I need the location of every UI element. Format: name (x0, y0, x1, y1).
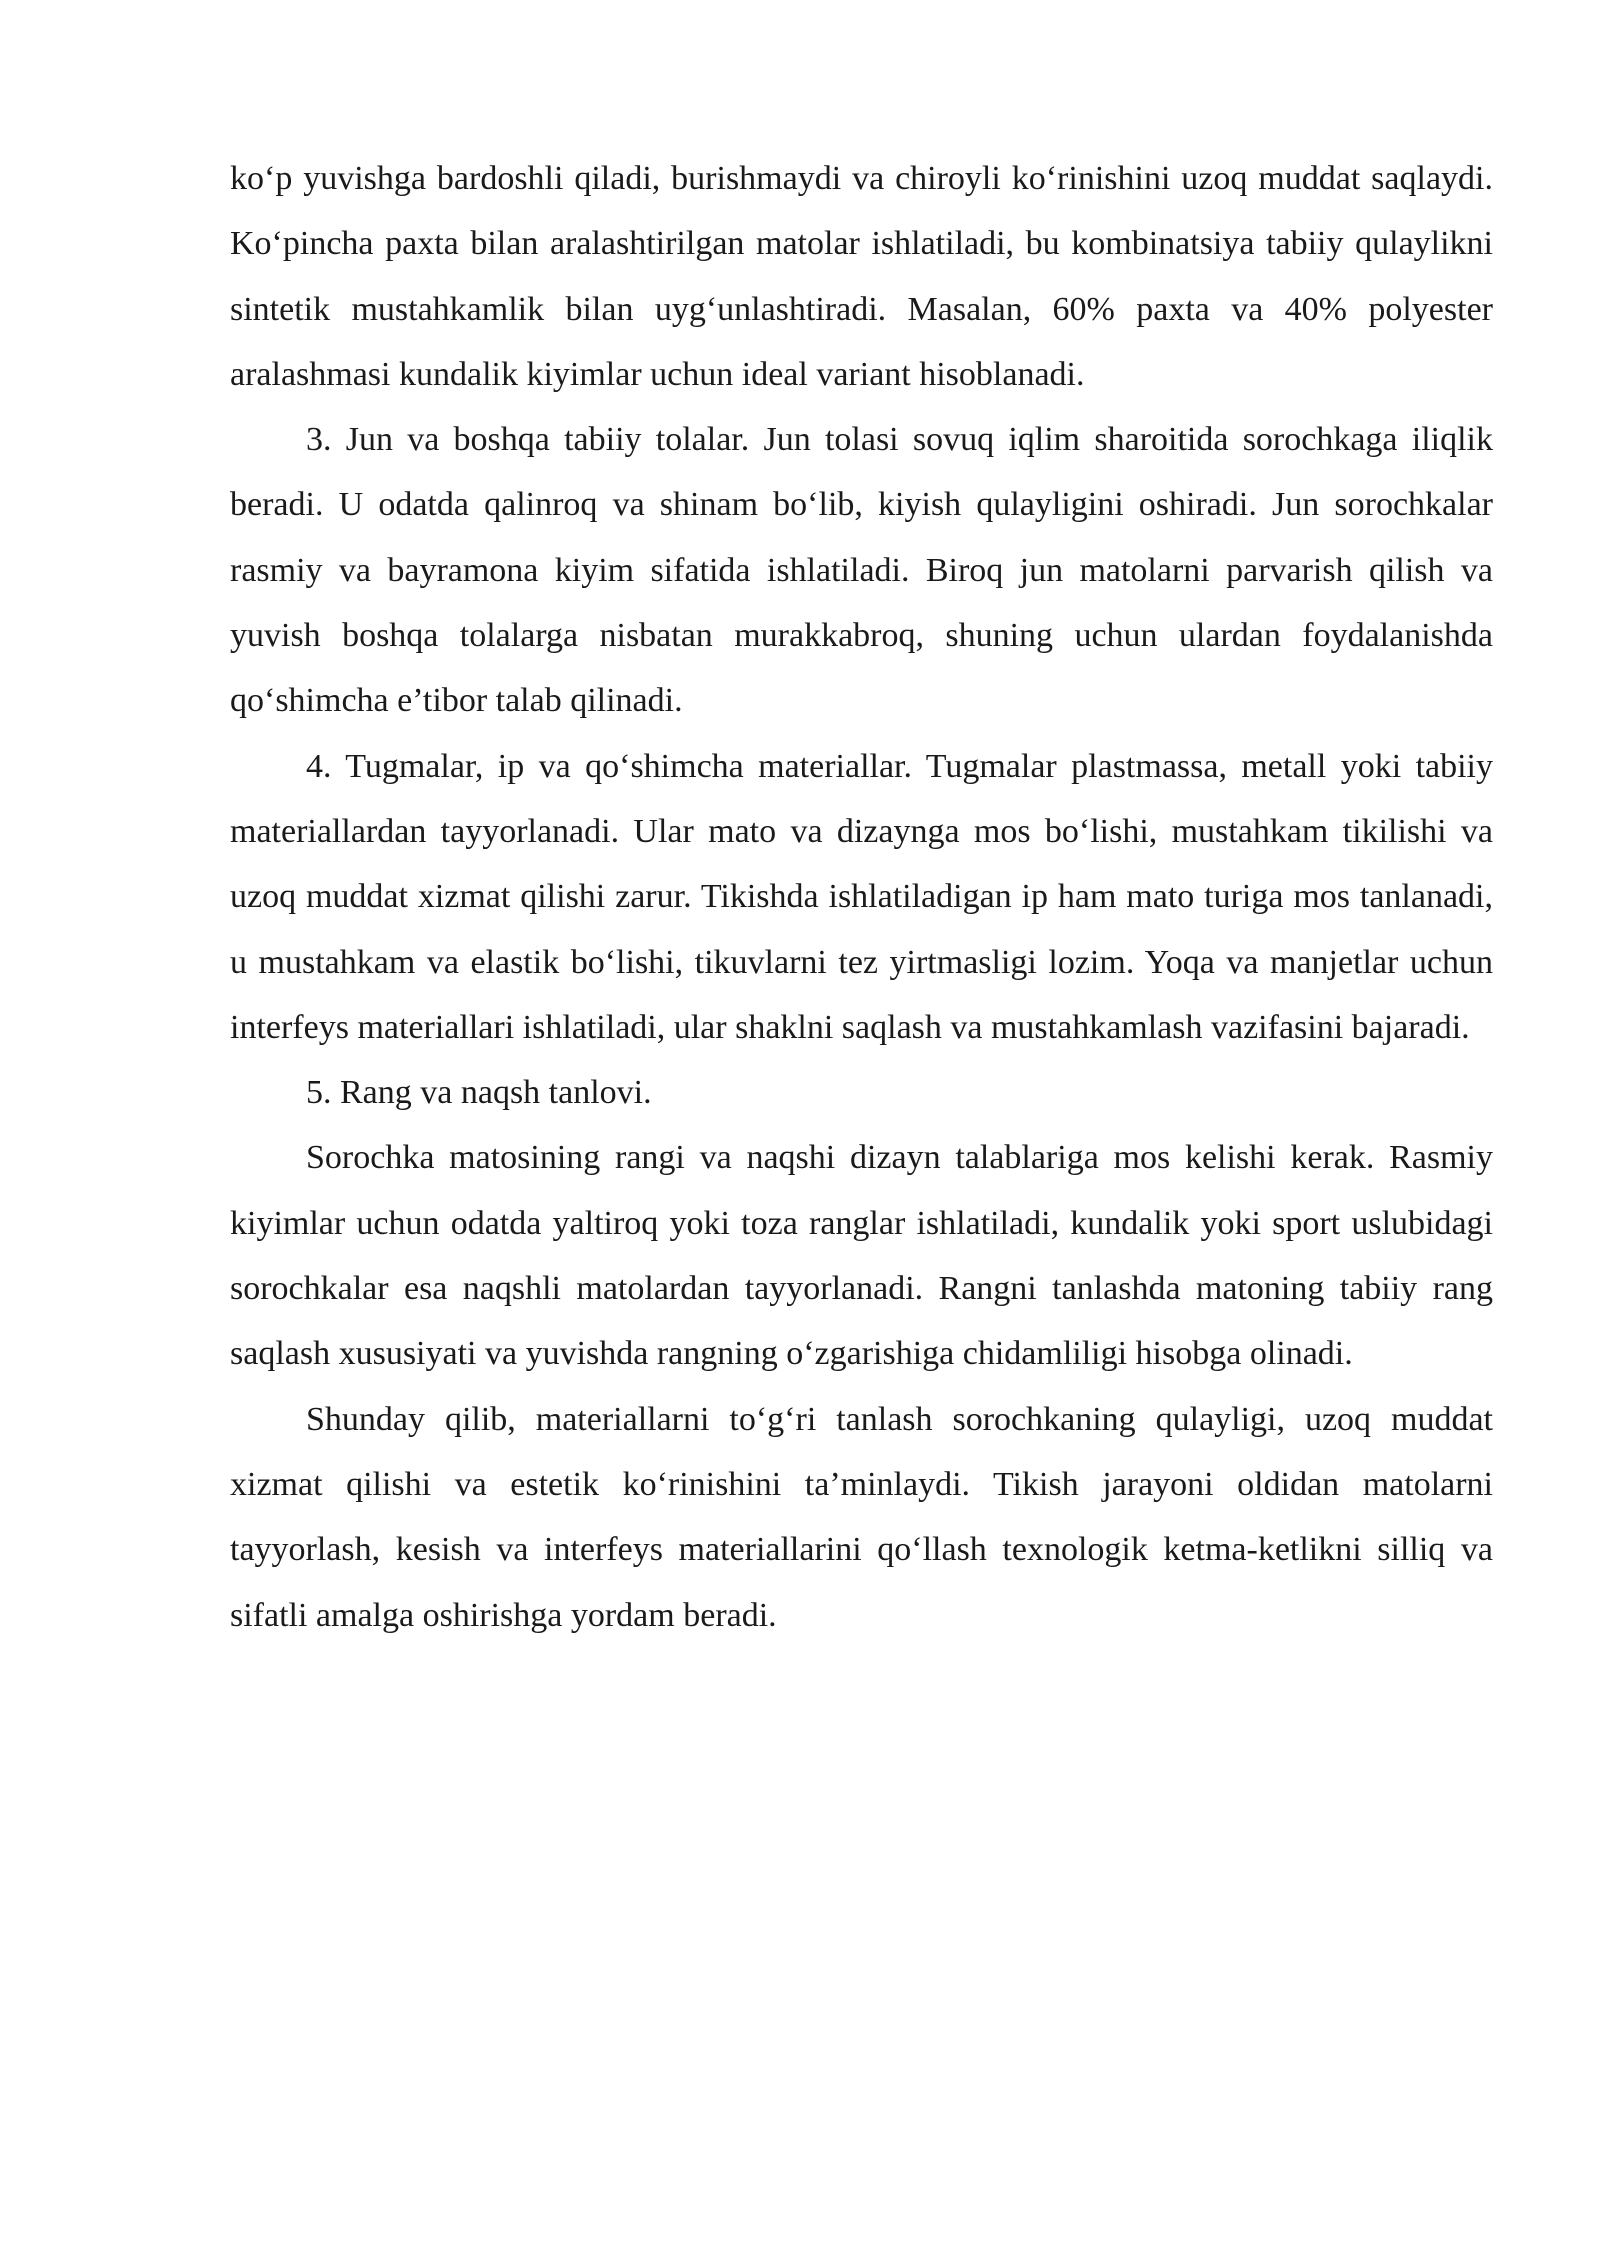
paragraph-conclusion: Shunday qilib, materiallarni to‘g‘ri tanlash sorochkaning qulayligi, uzoq muddat xizmat qilishi va estetik ko‘rinishini ta’minlaydi. Tikish jarayoni oldidan matolarni tayyorlash, kesish va interfeys materiallarini qo‘llash texnologik ketma-ketlikni silliq va sifatli amalga oshirishga yordam beradi. (230, 1400, 1493, 1634)
heading-color-pattern: 5. Rang va naqsh tanlovi. (306, 1074, 652, 1112)
paragraph-buttons-thread: 4. Tugmalar, ip va qo‘shimcha materiallar. Tugmalar plastmassa, metall yoki tabiiy materiallardan tayyorlanadi. Ular mato va dizaynga mos bo‘lishi, mustahkam tikilishi va uzoq muddat xizmat qilishi zarur. Tikishda ishlatiladigan ip ham mato turiga mos tanlanadi, u mustahkam va elastik bo‘lishi, tikuvlarni tez yirtmasligi lozim. Yoqa va manjetlar uchun interfeys materiallari ishlatiladi, ular shaklni saqlash va mustahkamlash vazifasini bajaradi. (230, 747, 1493, 1046)
paragraph-color-pattern: Sorochka matosining rangi va naqshi dizayn talablariga mos kelishi kerak. Rasmiy kiyimlar uchun odatda yaltiroq yoki toza ranglar ishlatiladi, kundalik yoki sport uslubidagi sorochkalar esa naqshli matolardan tayyorlanadi. Rangni tanlashda matoning tabiiy rang saqlash xususiyati va yuvishda rangning o‘zgarishiga chidamliligi hisobga olinadi. (230, 1139, 1493, 1373)
document-body (230, 146, 1493, 1648)
paragraph-continuation: ko‘p yuvishga bardoshli qiladi, burishmaydi va chiroyli ko‘rinishini uzoq muddat saqlaydi. Ko‘pincha paxta bilan aralashtirilgan matolar ishlatiladi, bu kombinatsiya tabiiy qulaylikni sintetik mustahkamlik bilan uyg‘unlashtiradi. Masalan, 60% paxta va 40% polyester aralashmasi kundalik kiyimlar uchun ideal variant hisoblanadi. (230, 160, 1493, 393)
paragraph-wool-fibers: 3. Jun va boshqa tabiiy tolalar. Jun tolasi sovuq iqlim sharoitida sorochkaga iliqlik beradi. U odatda qalinroq va shinam bo‘lib, kiyish qulayligini oshiradi. Jun sorochkalar rasmiy va bayramona kiyim sifatida ishlatiladi. Biroq jun matolarni parvarish qilish va yuvish boshqa tolalarga nisbatan murakkabroq, shuning uchun ulardan foydalanishda qo‘shimcha e’tibor talab qilinadi. (230, 421, 1493, 720)
